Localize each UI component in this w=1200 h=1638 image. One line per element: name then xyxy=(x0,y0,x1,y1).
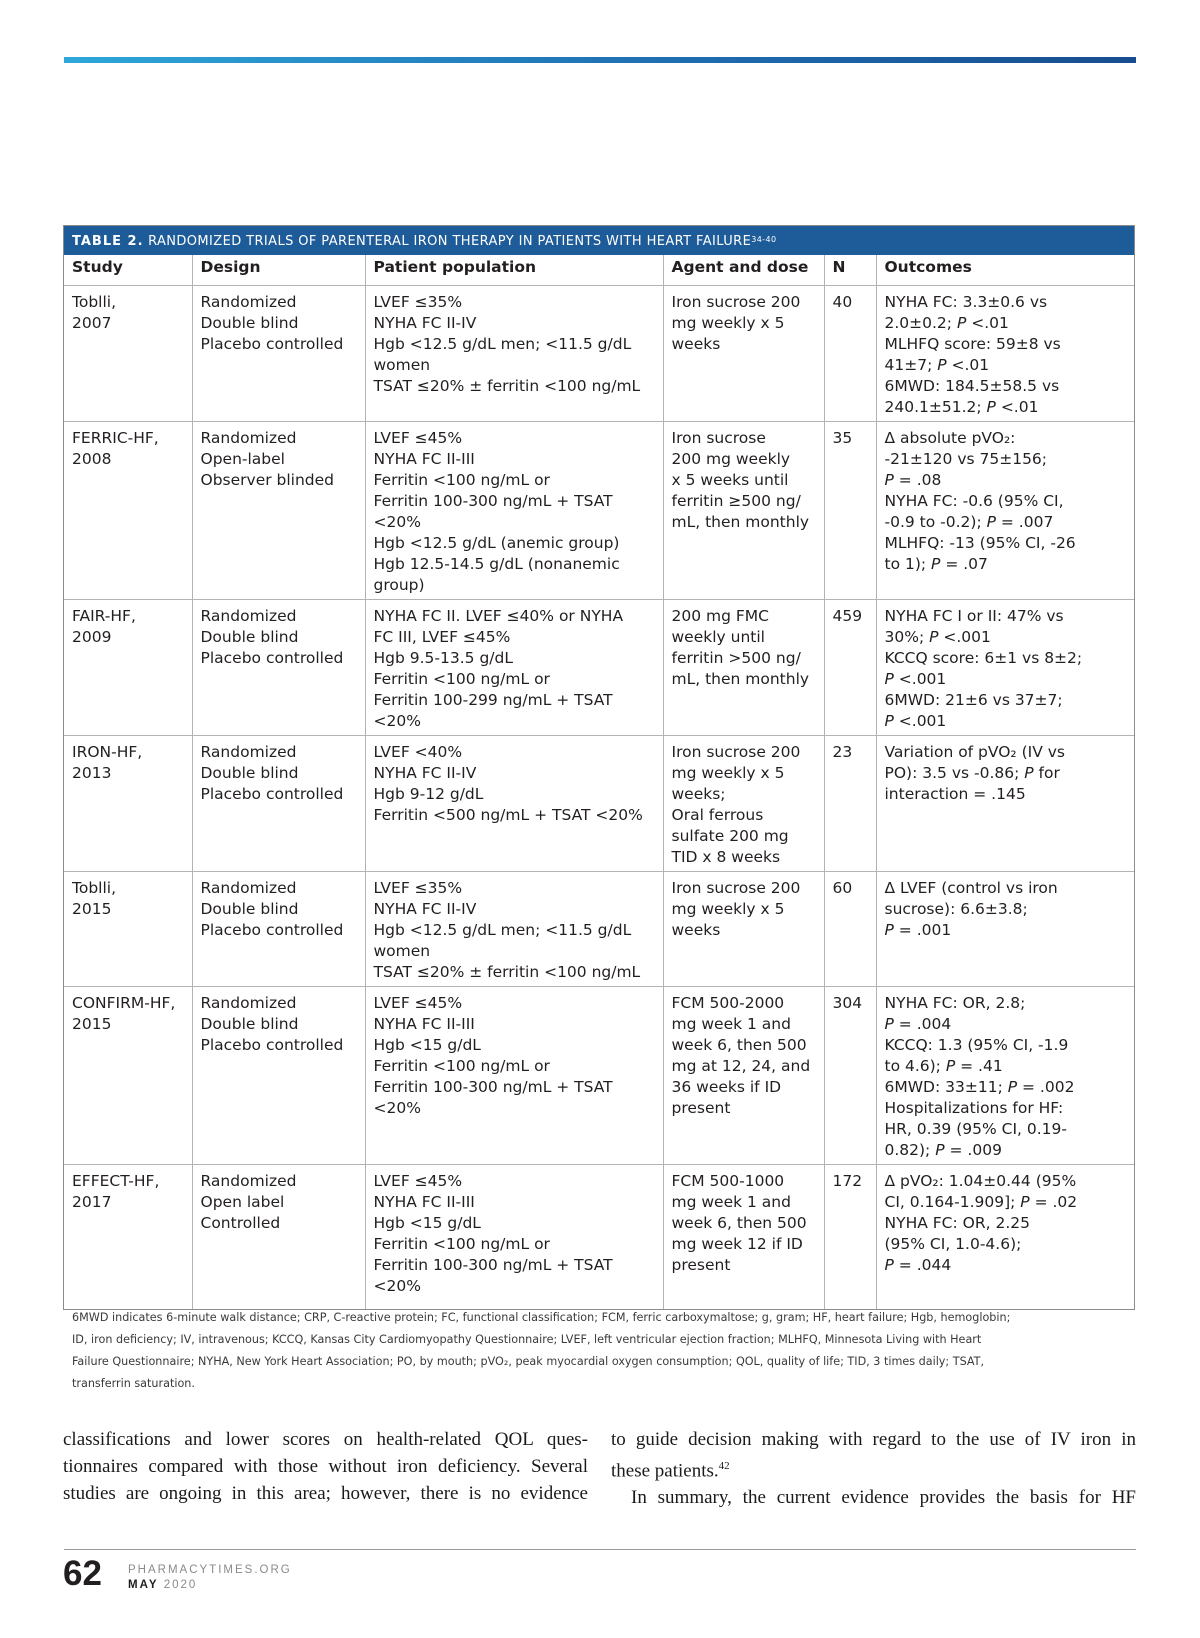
table-grid xyxy=(64,255,1134,1309)
cell-study xyxy=(64,285,192,421)
cell-line: Randomized xyxy=(200,606,297,625)
cell-line: 6MWD: 184.5±58.5 vs xyxy=(884,376,1060,395)
cell-line: Open label xyxy=(200,1192,285,1211)
cell-line: weekly until xyxy=(671,627,765,646)
table-row xyxy=(64,599,1134,735)
cell-line: present xyxy=(671,1098,731,1117)
table-row xyxy=(64,421,1134,599)
cell-design xyxy=(192,421,365,599)
cell-agent-and-dose xyxy=(663,285,824,421)
cell-line: LVEF ≤35% xyxy=(373,292,463,311)
cell-line: mL, then monthly xyxy=(671,669,810,688)
cell-line: weeks xyxy=(671,920,721,939)
cell-line: LVEF <40% xyxy=(373,742,463,761)
cell-n: 304 xyxy=(824,986,876,1164)
cell-line: Hgb 9-12 g/dL xyxy=(373,784,484,803)
footnote-line: Failure Questionnaire; NYHA, New York Heart Association; PO, by mouth; pVO₂, peak myocardial oxygen consumption; QOL, quality of life; TID, 3 times daily; TSAT, xyxy=(72,1355,985,1368)
body-line: to guide decision making with regard to the use of IV iron in xyxy=(611,1429,1136,1450)
table-header-row xyxy=(64,255,1134,285)
cell-line: TID x 8 weeks xyxy=(671,847,781,866)
cell-line: Δ absolute pVO₂: xyxy=(884,428,1016,447)
header-agent-and-dose: Agent and dose xyxy=(663,255,824,285)
cell-line: P <.001 xyxy=(884,711,947,730)
body-line xyxy=(611,1453,1136,1484)
cell-line: -21±120 vs 75±156; xyxy=(884,449,1048,468)
cell-line: Randomized xyxy=(200,993,297,1012)
cell-line: Open-label xyxy=(200,449,285,468)
cell-agent-and-dose xyxy=(663,599,824,735)
cell-study xyxy=(64,871,192,986)
cell-line: Ferritin 100-299 ng/mL + TSAT xyxy=(373,690,613,709)
publication-month: MAY xyxy=(128,1579,159,1591)
cell-outcomes xyxy=(876,735,1134,871)
cell-n: 35 xyxy=(824,421,876,599)
cell-line: P = .08 xyxy=(884,470,942,489)
cell-line: 41±7; P <.01 xyxy=(884,355,990,374)
cell-line: Hospitalizations for HF: xyxy=(884,1098,1064,1117)
cell-line: <20% xyxy=(373,1276,421,1295)
cell-line: Δ pVO₂: 1.04±0.44 (95% xyxy=(884,1171,1077,1190)
header-n: N xyxy=(824,255,876,285)
table-title-bar xyxy=(64,226,1134,255)
cell-outcomes xyxy=(876,1164,1134,1309)
cell-line: weeks; xyxy=(671,784,726,803)
cell-line: Randomized xyxy=(200,742,297,761)
cell-line: NYHA FC II-IV xyxy=(373,313,477,332)
cell-line: sulfate 200 mg xyxy=(671,826,789,845)
cell-line: P = .044 xyxy=(884,1255,952,1274)
cell-patient-population xyxy=(365,735,663,871)
cell-line: Double blind xyxy=(200,313,299,332)
cell-line: mg weekly x 5 xyxy=(671,763,785,782)
cell-agent-and-dose xyxy=(663,986,824,1164)
cell-line: KCCQ: 1.3 (95% CI, -1.9 xyxy=(884,1035,1069,1054)
cell-line: FCM 500-1000 xyxy=(671,1171,785,1190)
cell-outcomes xyxy=(876,421,1134,599)
cell-n: 40 xyxy=(824,285,876,421)
cell-line: Iron sucrose 200 xyxy=(671,292,801,311)
cell-line: LVEF ≤35% xyxy=(373,878,463,897)
body-column-left xyxy=(63,1426,588,1507)
cell-line: NYHA FC II-III xyxy=(373,1014,475,1033)
cell-line: Randomized xyxy=(200,292,297,311)
cell-line: Controlled xyxy=(200,1213,281,1232)
cell-line: CONFIRM-HF, xyxy=(72,993,176,1012)
table-row xyxy=(64,986,1134,1164)
cell-line: 36 weeks if ID xyxy=(671,1077,782,1096)
cell-line: x 5 weeks until xyxy=(671,470,789,489)
cell-study xyxy=(64,599,192,735)
reference-superscript: 42 xyxy=(718,1460,730,1472)
cell-outcomes xyxy=(876,986,1134,1164)
cell-line: NYHA FC: 3.3±0.6 vs xyxy=(884,292,1048,311)
body-line: studies are ongoing in this area; however, there is no evidence xyxy=(63,1483,588,1504)
cell-line: LVEF ≤45% xyxy=(373,428,463,447)
cell-line: Toblli, xyxy=(72,878,117,897)
cell-line: Variation of pVO₂ (IV vs xyxy=(884,742,1065,761)
cell-study xyxy=(64,421,192,599)
cell-line: Hgb <15 g/dL xyxy=(373,1213,481,1232)
cell-study xyxy=(64,986,192,1164)
cell-line: Hgb <12.5 g/dL men; <11.5 g/dL xyxy=(373,920,632,939)
publication-year: 2020 xyxy=(163,1579,198,1591)
cell-line: Placebo controlled xyxy=(200,1035,344,1054)
cell-line: NYHA FC II. LVEF ≤40% or NYHA xyxy=(373,606,624,625)
cell-line: NYHA FC: OR, 2.25 xyxy=(884,1213,1030,1232)
cell-line: CI, 0.164-1.909]; P = .02 xyxy=(884,1192,1078,1211)
cell-line: -0.9 to -0.2); P = .007 xyxy=(884,512,1054,531)
cell-line: Iron sucrose xyxy=(671,428,766,447)
cell-line: interaction = .145 xyxy=(884,784,1026,803)
header-study: Study xyxy=(64,255,192,285)
table-row xyxy=(64,871,1134,986)
cell-line: Ferritin <100 ng/mL or xyxy=(373,1234,550,1253)
cell-line: NYHA FC II-IV xyxy=(373,899,477,918)
body-line-text: these patients. xyxy=(611,1460,719,1482)
table-title: RANDOMIZED TRIALS OF PARENTERAL IRON THERAPY IN PATIENTS WITH HEART FAILURE xyxy=(148,234,752,249)
cell-line: mg at 12, 24, and xyxy=(671,1056,811,1075)
cell-patient-population xyxy=(365,421,663,599)
cell-line: week 6, then 500 xyxy=(671,1213,807,1232)
cell-line: <20% xyxy=(373,1098,421,1117)
cell-line: Ferritin <500 ng/mL + TSAT <20% xyxy=(373,805,643,824)
cell-line: Randomized xyxy=(200,428,297,447)
cell-line: 6MWD: 33±11; P = .002 xyxy=(884,1077,1075,1096)
cell-line: Ferritin 100-300 ng/mL + TSAT xyxy=(373,1077,613,1096)
cell-line: Observer blinded xyxy=(200,470,335,489)
cell-line: P <.001 xyxy=(884,669,947,688)
cell-design xyxy=(192,871,365,986)
cell-line: Hgb <12.5 g/dL (anemic group) xyxy=(373,533,620,552)
header-design: Design xyxy=(192,255,365,285)
header-patient-population: Patient population xyxy=(365,255,663,285)
cell-line: FAIR-HF, xyxy=(72,606,136,625)
cell-line: MLHFQ score: 59±8 vs xyxy=(884,334,1061,353)
cell-outcomes xyxy=(876,599,1134,735)
cell-line: Iron sucrose 200 xyxy=(671,878,801,897)
cell-line: FC III, LVEF ≤45% xyxy=(373,627,511,646)
cell-patient-population xyxy=(365,1164,663,1309)
cell-n: 23 xyxy=(824,735,876,871)
cell-line: women xyxy=(373,941,431,960)
cell-line: (95% CI, 1.0-4.6); xyxy=(884,1234,1022,1253)
cell-line: IRON-HF, xyxy=(72,742,143,761)
cell-line: Double blind xyxy=(200,763,299,782)
cell-line: Iron sucrose 200 xyxy=(671,742,801,761)
cell-line: P = .001 xyxy=(884,920,952,939)
cell-line: NYHA FC II-IV xyxy=(373,763,477,782)
top-accent-rule xyxy=(64,57,1136,63)
footnote-line: 6MWD indicates 6-minute walk distance; CRP, C-reactive protein; FC, functional classification; FCM, ferric carboxymaltose; g, gram; HF, heart failure; Hgb, hemoglobin; xyxy=(72,1311,1011,1324)
cell-line: 200 mg FMC xyxy=(671,606,769,625)
cell-line: Placebo controlled xyxy=(200,334,344,353)
publication-site: PHARMACYTIMES.ORG xyxy=(128,1564,292,1576)
cell-line: KCCQ score: 6±1 vs 8±2; xyxy=(884,648,1083,667)
body-line: In summary, the current evidence provides the basis for HF xyxy=(631,1487,1136,1509)
cell-line: mg week 12 if ID xyxy=(671,1234,803,1253)
cell-line: MLHFQ: -13 (95% CI, -26 xyxy=(884,533,1076,552)
footer-rule xyxy=(64,1549,1136,1550)
cell-line: women xyxy=(373,355,431,374)
cell-line: NYHA FC II-III xyxy=(373,1192,475,1211)
cell-line: Placebo controlled xyxy=(200,648,344,667)
cell-line: 2.0±0.2; P <.01 xyxy=(884,313,1009,332)
cell-line: Hgb <12.5 g/dL men; <11.5 g/dL xyxy=(373,334,632,353)
cell-line: 0.82); P = .009 xyxy=(884,1140,1002,1159)
cell-line: 30%; P <.001 xyxy=(884,627,991,646)
table-footnote xyxy=(72,1307,1132,1395)
cell-line: PO): 3.5 vs -0.86; P for xyxy=(884,763,1060,782)
cell-line: FERRIC-HF, xyxy=(72,428,159,447)
body-column-right xyxy=(611,1426,1136,1511)
cell-line: mL, then monthly xyxy=(671,512,810,531)
cell-line: Ferritin <100 ng/mL or xyxy=(373,470,550,489)
cell-line: 6MWD: 21±6 vs 37±7; xyxy=(884,690,1063,709)
cell-line: 2017 xyxy=(72,1192,112,1211)
cell-line: <20% xyxy=(373,512,421,531)
cell-agent-and-dose xyxy=(663,871,824,986)
cell-line: Placebo controlled xyxy=(200,784,344,803)
page-number: 62 xyxy=(63,1554,102,1593)
cell-line: mg weekly x 5 xyxy=(671,899,785,918)
cell-line: Placebo controlled xyxy=(200,920,344,939)
cell-line: to 1); P = .07 xyxy=(884,554,988,573)
publication-info xyxy=(128,1563,292,1593)
cell-design xyxy=(192,285,365,421)
cell-line: NYHA FC: -0.6 (95% CI, xyxy=(884,491,1064,510)
table-row xyxy=(64,735,1134,871)
cell-line: Ferritin <100 ng/mL or xyxy=(373,669,550,688)
cell-line: Oral ferrous xyxy=(671,805,764,824)
cell-line: Double blind xyxy=(200,627,299,646)
cell-line: NYHA FC II-III xyxy=(373,449,475,468)
cell-agent-and-dose xyxy=(663,421,824,599)
cell-outcomes xyxy=(876,285,1134,421)
cell-n: 172 xyxy=(824,1164,876,1309)
cell-line: NYHA FC: OR, 2.8; xyxy=(884,993,1026,1012)
footnote-line: ID, iron deficiency; IV, intravenous; KCCQ, Kansas City Cardiomyopathy Questionnaire; LVEF, left ventricular ejection fraction; MLHFQ, Minnesota Living with Heart xyxy=(72,1333,982,1346)
body-line: tionnaires compared with those without iron deficiency. Several xyxy=(63,1456,588,1477)
cell-line: mg week 1 and xyxy=(671,1014,791,1033)
cell-line: weeks xyxy=(671,334,721,353)
cell-line: 2007 xyxy=(72,313,112,332)
cell-line: Randomized xyxy=(200,878,297,897)
cell-line: NYHA FC I or II: 47% vs xyxy=(884,606,1064,625)
footnote-line: transferrin saturation. xyxy=(72,1377,195,1390)
cell-design xyxy=(192,599,365,735)
cell-line: HR, 0.39 (95% CI, 0.19- xyxy=(884,1119,1067,1138)
cell-line: 2015 xyxy=(72,899,112,918)
table-row xyxy=(64,285,1134,421)
cell-design xyxy=(192,1164,365,1309)
body-line: classifications and lower scores on health-related QOL ques- xyxy=(63,1429,588,1450)
cell-line: LVEF ≤45% xyxy=(373,993,463,1012)
cell-line: ferritin ≥500 ng/ xyxy=(671,491,801,510)
cell-line: present xyxy=(671,1255,731,1274)
cell-line: mg week 1 and xyxy=(671,1192,791,1211)
cell-line: 2013 xyxy=(72,763,112,782)
cell-line: TSAT ≤20% ± ferritin <100 ng/mL xyxy=(373,376,641,395)
cell-line: to 4.6); P = .41 xyxy=(884,1056,1003,1075)
cell-line: group) xyxy=(373,575,425,594)
cell-line: <20% xyxy=(373,711,421,730)
cell-study xyxy=(64,1164,192,1309)
cell-patient-population xyxy=(365,599,663,735)
cell-line: Double blind xyxy=(200,1014,299,1033)
cell-n: 60 xyxy=(824,871,876,986)
cell-line: 2009 xyxy=(72,627,112,646)
cell-line: Hgb 9.5-13.5 g/dL xyxy=(373,648,513,667)
cell-patient-population xyxy=(365,285,663,421)
cell-line: 240.1±51.2; P <.01 xyxy=(884,397,1039,416)
cell-patient-population xyxy=(365,986,663,1164)
cell-line: Double blind xyxy=(200,899,299,918)
table-row xyxy=(64,1164,1134,1309)
table-number: TABLE 2. xyxy=(72,234,144,249)
cell-line: Toblli, xyxy=(72,292,117,311)
cell-patient-population xyxy=(365,871,663,986)
trials-table xyxy=(63,225,1135,1310)
cell-line: EFFECT-HF, xyxy=(72,1171,160,1190)
cell-line: sucrose): 6.6±3.8; xyxy=(884,899,1028,918)
cell-line: 2008 xyxy=(72,449,112,468)
cell-line: P = .004 xyxy=(884,1014,952,1033)
cell-outcomes xyxy=(876,871,1134,986)
cell-line: FCM 500-2000 xyxy=(671,993,785,1012)
header-outcomes: Outcomes xyxy=(876,255,1134,285)
cell-agent-and-dose xyxy=(663,735,824,871)
cell-line: Hgb 12.5-14.5 g/dL (nonanemic xyxy=(373,554,620,573)
cell-line: 2015 xyxy=(72,1014,112,1033)
cell-line: Hgb <15 g/dL xyxy=(373,1035,481,1054)
cell-line: Ferritin 100-300 ng/mL + TSAT xyxy=(373,491,613,510)
cell-line: Ferritin 100-300 ng/mL + TSAT xyxy=(373,1255,613,1274)
cell-line: Ferritin <100 ng/mL or xyxy=(373,1056,550,1075)
cell-line: ferritin >500 ng/ xyxy=(671,648,801,667)
cell-line: 200 mg weekly xyxy=(671,449,791,468)
cell-line: mg weekly x 5 xyxy=(671,313,785,332)
cell-design xyxy=(192,735,365,871)
cell-line: week 6, then 500 xyxy=(671,1035,807,1054)
cell-study xyxy=(64,735,192,871)
cell-line: LVEF ≤45% xyxy=(373,1171,463,1190)
cell-line: TSAT ≤20% ± ferritin <100 ng/mL xyxy=(373,962,641,981)
cell-design xyxy=(192,986,365,1164)
table-title-reference: 34-40 xyxy=(751,235,777,244)
cell-line: Δ LVEF (control vs iron xyxy=(884,878,1058,897)
cell-n: 459 xyxy=(824,599,876,735)
cell-line: Randomized xyxy=(200,1171,297,1190)
cell-agent-and-dose xyxy=(663,1164,824,1309)
